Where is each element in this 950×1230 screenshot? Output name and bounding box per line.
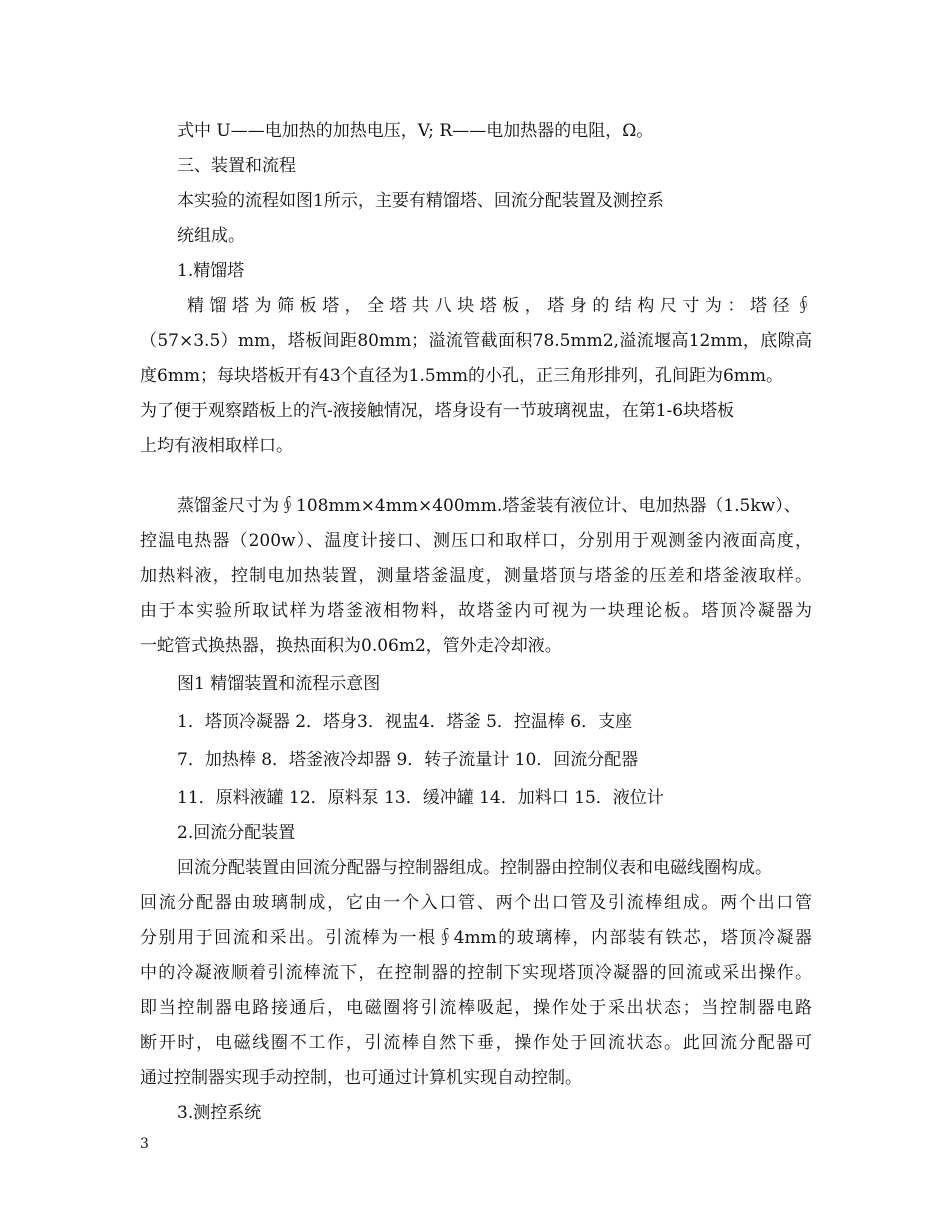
text-line: 式中 U——电加热的加热电压，V; R——电加热器的电阻，Ω。 (177, 121, 654, 141)
text-line: 蒸馏釜尺寸为∮108mm×4mm×400mm.塔釜装有液位计、电加热器（1.5kw）、 (177, 496, 801, 516)
text-line: 中的冷凝液顺着引流棒流下，在控制器的控制下实现塔顶冷凝器的回流或采出操作。 (140, 963, 812, 983)
subsection-heading: 3.测控系统 (177, 1103, 262, 1123)
text-line: 断开时，电磁线圈不工作，引流棒自然下垂，操作处于回流状态。此回流分配器可 (140, 1033, 812, 1053)
text-line: 上均有液相取样口。 (140, 436, 293, 456)
text-line: 度6mm；每块塔板开有43个直径为1.5mm的小孔，正三角形排列，孔间距为6mm。 (140, 366, 784, 386)
text-line: 即当控制器电路接通后，电磁圈将引流棒吸起，操作处于采出状态；当控制器电路 (140, 998, 812, 1018)
legend-line: 7．加热棒 8．塔釜液冷却器 9．转子流量计 10．回流分配器 (177, 750, 639, 770)
figure-caption: 图1 精馏装置和流程示意图 (177, 674, 381, 694)
text-line: 一蛇管式换热器，换热面积为0.06m2，管外走冷却液。 (140, 636, 562, 656)
text-line: 由于本实验所取试样为塔釜液相物料，故塔釜内可视为一块理论板。塔顶冷凝器为 (140, 601, 812, 621)
text-line: （57×3.5）mm，塔板间距80mm；溢流管截面积78.5mm2,溢流堰高12mm，底隙高 (140, 331, 812, 351)
text-line: 精馏塔为筛板塔，全塔共八块塔板，塔身的结构尺寸为：塔径∮ (187, 296, 812, 316)
text-line: 控温电热器（200w）、温度计接口、测压口和取样口，分别用于观测釜内液面高度， (140, 531, 812, 551)
text-line: 为了便于观察踏板上的汽-液接触情况，塔身设有一节玻璃视盅，在第1-6块塔板 (140, 401, 735, 421)
legend-line: 1．塔顶冷凝器 2．塔身3．视盅4．塔釜 5．控温棒 6．支座 (177, 712, 633, 732)
subsection-heading: 1.精馏塔 (177, 261, 245, 281)
page-number: 3 (140, 1136, 149, 1152)
subsection-heading: 2.回流分配装置 (177, 823, 296, 843)
text-line: 本实验的流程如图1所示，主要有精馏塔、回流分配装置及测控系 (177, 191, 664, 211)
section-heading: 三、装置和流程 (177, 156, 296, 176)
legend-line: 11．原料液罐 12．原料泵 13．缓冲罐 14．加料口 15．液位计 (177, 788, 664, 808)
text-line: 回流分配装置由回流分配器与控制器组成。控制器由控制仪表和电磁线圈构成。 (177, 858, 772, 878)
text-line: 分别用于回流和采出。引流棒为一根∮4mm的玻璃棒，内部装有铁芯，塔顶冷凝器 (140, 928, 812, 948)
text-line: 统组成。 (177, 226, 245, 246)
text-line: 通过控制器实现手动控制，也可通过计算机实现自动控制。 (140, 1068, 582, 1088)
text-line: 回流分配器由玻璃制成，它由一个入口管、两个出口管及引流棒组成。两个出口管 (140, 893, 812, 913)
text-line: 加热料液，控制电加热装置，测量塔釜温度，测量塔顶与塔釜的压差和塔釜液取样。 (140, 566, 812, 586)
